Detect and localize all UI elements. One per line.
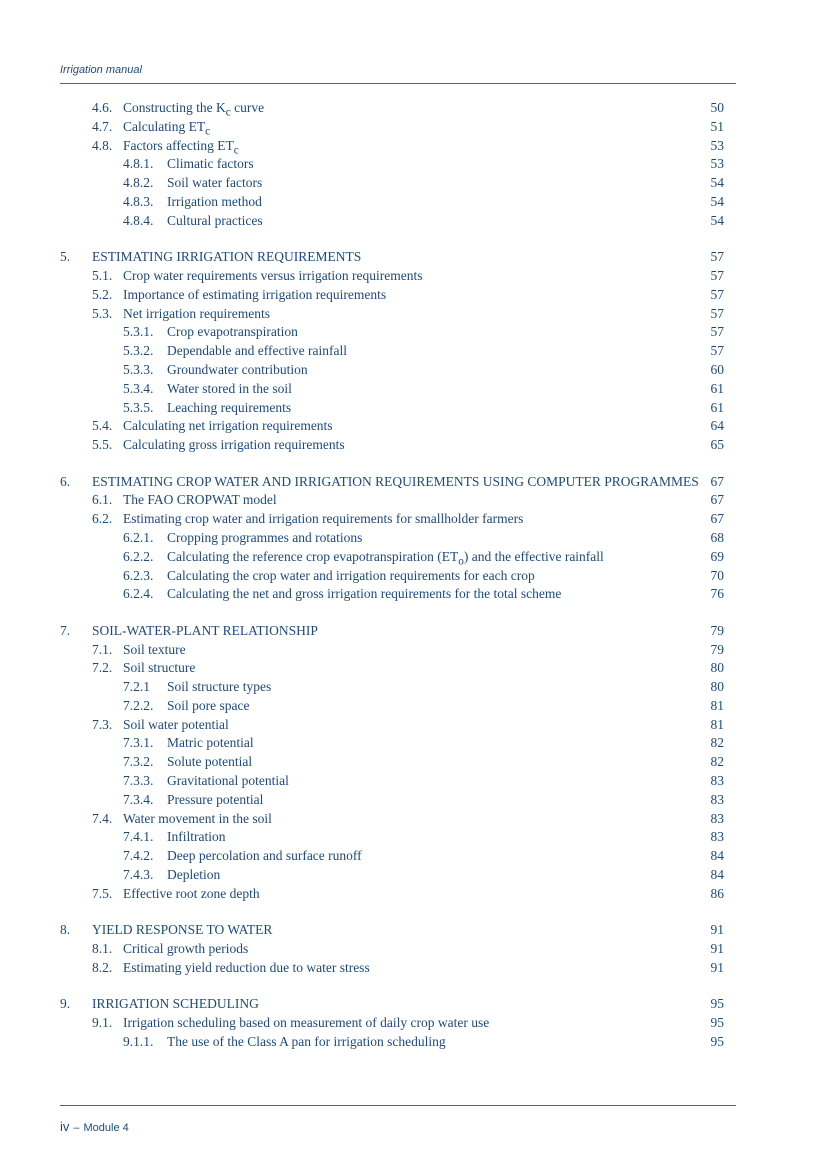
toc-entry-title: [167, 212, 263, 231]
toc-entry-number: 4.8.4.: [123, 212, 154, 228]
toc-entry-page: 86: [710, 885, 724, 901]
toc-entry-title: [167, 1033, 446, 1052]
toc-entry-title: [123, 436, 345, 455]
toc-entry-number: 7.4.2.: [123, 848, 154, 864]
toc-entry-subscript: c: [205, 125, 211, 138]
toc-entry: [60, 622, 724, 641]
toc-entry-subscript: c: [225, 106, 231, 119]
toc-entry: [60, 399, 724, 418]
toc-entry: [60, 697, 724, 716]
toc-entry-page: 67: [710, 473, 724, 489]
toc-entry-title-text: The FAO CROPWAT model: [123, 492, 277, 508]
toc-entry-page: 80: [710, 679, 724, 695]
toc-entry: [60, 1033, 724, 1052]
toc-entry-title: [167, 399, 291, 418]
toc-entry: [60, 248, 724, 267]
toc-entry-title: [123, 417, 333, 436]
toc-entry: [60, 810, 724, 829]
toc-entry-title: [92, 473, 699, 492]
toc-entry-title-text: ESTIMATING CROP WATER AND IRRIGATION REQUIREMENTS USING COMPUTER PROGRAMMES: [92, 473, 699, 489]
toc-entry-title-text: IRRIGATION SCHEDULING: [92, 996, 259, 1012]
toc-entry-number: 7.3.3.: [123, 773, 154, 789]
toc-entry-number: 5.3.3.: [123, 361, 154, 377]
toc-entry-number: 4.8.3.: [123, 193, 154, 209]
toc-entry: [60, 585, 724, 604]
toc-entry-title: [167, 753, 252, 772]
toc-entry-page: 91: [710, 959, 724, 975]
toc-entry-page: 57: [710, 249, 724, 265]
toc-entry: [60, 212, 724, 231]
toc-entry-subscript: c: [233, 144, 239, 157]
toc-entry-page: 57: [710, 343, 724, 359]
toc-entry-title: [167, 193, 262, 212]
toc-entry-page: 79: [710, 641, 724, 657]
toc-entry: [60, 137, 724, 156]
toc-entry-number: 5.3.: [92, 305, 113, 321]
toc-entry-title: [123, 491, 277, 510]
toc-entry-page: 84: [710, 867, 724, 883]
toc-entry-number: 6.2.: [92, 511, 113, 527]
toc-entry-number: 5.1.: [92, 267, 113, 283]
toc-entry-number: 4.6.: [92, 100, 113, 115]
toc-entry: [60, 548, 724, 567]
toc-entry-title-text: Depletion: [167, 867, 221, 883]
toc-entry: [60, 866, 724, 885]
toc-entry: [60, 174, 724, 193]
toc-entry-number: 9.: [60, 996, 71, 1012]
toc-entry-page: 50: [710, 100, 724, 115]
toc-entry-title-text: Importance of estimating irrigation requirements: [123, 286, 387, 302]
toc-entry-number: 8.2.: [92, 959, 113, 975]
toc-entry: [60, 417, 724, 436]
toc-entry-page: 83: [710, 829, 724, 845]
toc-entry: [60, 828, 724, 847]
toc-entry: [60, 155, 724, 174]
toc-entry-number: 4.7.: [92, 118, 113, 134]
toc-entry-title-text: Irrigation method: [167, 193, 262, 209]
toc-entry-number: 5.5.: [92, 437, 113, 453]
toc-entry-page: 61: [710, 380, 724, 396]
toc-entry-title: [167, 361, 308, 380]
toc-entry-title-text: Estimating crop water and irrigation requirements for smallholder farmers: [123, 511, 524, 527]
toc-entry-page: 57: [710, 286, 724, 302]
toc-entry-title-text: YIELD RESPONSE TO WATER: [92, 922, 273, 938]
toc-entry: [60, 716, 724, 735]
toc-entry: [60, 659, 724, 678]
toc-entry: [60, 529, 724, 548]
toc-entry-number: 6.2.4.: [123, 586, 154, 602]
toc-entry-title-text: Soil structure: [123, 660, 196, 676]
toc-entry: [60, 959, 724, 978]
toc-entry-page: 91: [710, 941, 724, 957]
toc-entry-title: [167, 772, 289, 791]
toc-entry: [60, 772, 724, 791]
toc-entry: [60, 885, 724, 904]
toc-entry-page: 61: [710, 399, 724, 415]
toc-entry-title-text: Matric potential: [167, 735, 254, 751]
toc-entry-title: [123, 810, 272, 829]
toc-entry-title-text: Irrigation scheduling based on measurement of daily crop water use: [123, 1015, 490, 1031]
toc-entry: [60, 921, 724, 940]
toc-entry-title: [167, 155, 254, 174]
toc-entry-title: [123, 959, 370, 978]
toc-entry: [60, 791, 724, 810]
toc-entry-title-text: Water movement in the soil: [123, 810, 272, 826]
toc-entry-page: 81: [710, 716, 724, 732]
toc-entry-page: 83: [710, 773, 724, 789]
toc-entry-page: 54: [710, 175, 724, 191]
toc-entry-number: 7.4.1.: [123, 829, 154, 845]
toc-entry-title: [123, 305, 270, 324]
toc-entry-number: 6.2.3.: [123, 567, 154, 583]
toc-entry-title-text: Calculating gross irrigation requirements: [123, 437, 345, 453]
toc-entry: [60, 1014, 724, 1033]
toc-entry-title-text: Soil water potential: [123, 716, 229, 732]
toc-entry-title-text: Calculating the reference crop evapotranspiration (ET: [167, 548, 459, 564]
toc-entry-title: [123, 510, 523, 529]
toc-entry-title-text: Factors affecting ET: [123, 137, 234, 153]
toc-entry-number: 7.4.: [92, 810, 113, 826]
toc-entry-page: 76: [710, 586, 724, 602]
toc-entry-title: [167, 174, 262, 193]
toc-entry-number: 4.8.: [92, 137, 113, 153]
toc-entry-number: 6.2.1.: [123, 529, 154, 545]
toc-entry-title: [123, 940, 248, 959]
toc-entry-page: 57: [710, 324, 724, 340]
toc-entry: [60, 734, 724, 753]
toc-entry-title: [167, 678, 271, 697]
toc-entry-number: 7.1.: [92, 641, 113, 657]
toc-entry-title-text: Leaching requirements: [167, 399, 292, 415]
toc-entry: [60, 753, 724, 772]
toc-entry-number: 8.: [60, 922, 71, 938]
toc-entry-title-text: Soil structure types: [167, 679, 272, 695]
toc-entry: [60, 323, 724, 342]
toc-entry-title-text: Cultural practices: [167, 212, 263, 228]
toc-entry: [60, 361, 724, 380]
toc-entry-page: 53: [710, 137, 724, 153]
toc-entry-title: [123, 267, 423, 286]
toc-entry-title-text: Pressure potential: [167, 791, 264, 807]
toc-entry-title: [167, 791, 263, 810]
toc-entry-page: 83: [710, 791, 724, 807]
toc-entry-number: 8.1.: [92, 941, 113, 957]
toc-entry-title-text: Net irrigation requirements: [123, 305, 270, 321]
toc-entry-title: [167, 828, 225, 847]
toc-entry-page: 80: [710, 660, 724, 676]
toc-entry-page: 60: [710, 361, 724, 377]
toc-entry-number: 7.2.: [92, 660, 113, 676]
toc-entry-title-suffix: ) and the effective rainfall: [463, 548, 604, 564]
toc-entry-title-text: Crop water requirements versus irrigation requirements: [123, 267, 423, 283]
toc-entry-title: [92, 622, 318, 641]
toc-entry-title: [167, 866, 220, 885]
table-of-contents: [60, 99, 724, 1052]
toc-entry-number: 6.1.: [92, 492, 113, 508]
footer-rule: [60, 1105, 736, 1106]
toc-entry: [60, 847, 724, 866]
toc-entry-title-text: Critical growth periods: [123, 941, 249, 957]
toc-entry-title: [123, 659, 195, 678]
toc-entry-number: 9.1.: [92, 1015, 113, 1031]
toc-entry-number: 7.3.: [92, 716, 113, 732]
toc-entry-title-text: Cropping programmes and rotations: [167, 529, 363, 545]
toc-entry-number: 7.4.3.: [123, 867, 154, 883]
toc-entry-title-text: Infiltration: [167, 829, 226, 845]
toc-entry: [60, 995, 724, 1014]
toc-entry-page: 57: [710, 305, 724, 321]
toc-entry-title-text: The use of the Class A pan for irrigation scheduling: [167, 1033, 446, 1049]
footer-module: Module 4: [83, 1122, 129, 1134]
toc-entry-page: 95: [710, 996, 724, 1012]
toc-entry-page: 54: [710, 193, 724, 209]
toc-entry-title-text: Calculating ET: [123, 118, 206, 134]
toc-entry-number: 5.2.: [92, 286, 113, 302]
toc-entry-number: 5.3.4.: [123, 380, 154, 396]
toc-entry-page: 79: [710, 622, 724, 638]
toc-entry-page: 70: [710, 567, 724, 583]
toc-entry-page: 69: [710, 548, 724, 564]
toc-entry-number: 7.2.2.: [123, 697, 154, 713]
toc-entry-title: [167, 585, 561, 604]
toc-entry-title: [92, 921, 272, 940]
toc-entry-title: [167, 529, 362, 548]
toc-entry-page: 95: [710, 1033, 724, 1049]
toc-entry: [60, 940, 724, 959]
toc-entry-number: 6.: [60, 473, 71, 489]
toc-entry-title-text: Soil pore space: [167, 697, 250, 713]
toc-entry-title-text: ESTIMATING IRRIGATION REQUIREMENTS: [92, 249, 362, 265]
toc-entry-page: 91: [710, 922, 724, 938]
toc-entry: [60, 118, 724, 137]
toc-entry-title-text: Soil water factors: [167, 175, 263, 191]
toc-entry-title: [123, 1014, 489, 1033]
toc-entry-title: [167, 380, 292, 399]
toc-entry: [60, 678, 724, 697]
toc-entry: [60, 641, 724, 660]
toc-entry-title-text: Groundwater contribution: [167, 361, 308, 377]
header-rule: [60, 83, 736, 84]
toc-entry: [60, 473, 724, 492]
toc-entry-page: 64: [710, 418, 724, 434]
running-header: Irrigation manual: [60, 64, 142, 76]
toc-entry-number: 4.8.1.: [123, 156, 154, 172]
toc-entry-title-text: Gravitational potential: [167, 773, 289, 789]
toc-entry-page: 95: [710, 1015, 724, 1031]
toc-entry-title: [123, 716, 229, 735]
toc-entry-number: 7.5.: [92, 885, 113, 901]
toc-entry-number: 4.8.2.: [123, 175, 154, 191]
toc-entry-page: 67: [710, 492, 724, 508]
toc-entry-page: 83: [710, 810, 724, 826]
toc-entry: [60, 491, 724, 510]
toc-entry: [60, 286, 724, 305]
toc-entry-page: 57: [710, 267, 724, 283]
toc-entry: [60, 99, 724, 118]
toc-entry-page: 54: [710, 212, 724, 228]
toc-entry-title-text: Water stored in the soil: [167, 380, 292, 396]
toc-entry: [60, 436, 724, 455]
toc-entry-title: [167, 342, 347, 361]
toc-entry-page: 68: [710, 529, 724, 545]
toc-entry-page: 67: [710, 511, 724, 527]
toc-entry-title-text: Effective root zone depth: [123, 885, 260, 901]
footer-page-number: iv: [60, 1119, 70, 1134]
toc-entry: [60, 510, 724, 529]
toc-entry-number: 6.2.2.: [123, 548, 154, 564]
toc-entry: [60, 193, 724, 212]
toc-entry-number: 7.3.4.: [123, 791, 154, 807]
toc-entry-number: 5.4.: [92, 418, 113, 434]
toc-entry-number: 5.3.1.: [123, 324, 154, 340]
toc-entry-page: 51: [710, 118, 724, 134]
toc-entry: [60, 267, 724, 286]
toc-entry-title: [167, 697, 249, 716]
footer-dash: –: [73, 1122, 80, 1134]
toc-entry-title-text: Calculating the net and gross irrigation requirements for the total scheme: [167, 586, 562, 602]
toc-entry-page: 65: [710, 437, 724, 453]
toc-entry-number: 5.: [60, 249, 71, 265]
toc-entry-title: [123, 641, 186, 660]
toc-entry-title: [123, 885, 260, 904]
toc-entry-title-text: Dependable and effective rainfall: [167, 343, 348, 359]
toc-entry-title: [167, 734, 254, 753]
toc-entry-title-text: Constructing the K: [123, 100, 226, 115]
toc-entry-title-suffix: curve: [230, 100, 265, 115]
toc-entry-title: [92, 995, 259, 1014]
toc-entry-title-text: Calculating the crop water and irrigation requirements for each crop: [167, 567, 535, 583]
toc-entry-number: 5.3.5.: [123, 399, 154, 415]
toc-entry-title: [167, 567, 535, 586]
toc-entry-number: 9.1.1.: [123, 1033, 154, 1049]
toc-entry-number: 7.3.1.: [123, 735, 154, 751]
toc-entry: [60, 567, 724, 586]
toc-entry-title-text: Deep percolation and surface runoff: [167, 848, 362, 864]
toc-entry: [60, 380, 724, 399]
toc-entry-title: [167, 847, 362, 866]
toc-entry-page: 81: [710, 697, 724, 713]
toc-entry-page: 82: [710, 754, 724, 770]
toc-entry-title: [167, 323, 298, 342]
toc-entry-page: 84: [710, 848, 724, 864]
toc-entry-title-text: Solute potential: [167, 754, 253, 770]
toc-entry-title-text: Soil texture: [123, 641, 186, 657]
toc-entry-page: 53: [710, 156, 724, 172]
page-footer: [60, 1119, 129, 1134]
toc-entry: [60, 342, 724, 361]
toc-entry-number: 5.3.2.: [123, 343, 154, 359]
toc-entry-number: 7.3.2.: [123, 754, 154, 770]
toc-entry-number: 7.2.1: [123, 679, 150, 695]
toc-entry-title-text: SOIL-WATER-PLANT RELATIONSHIP: [92, 622, 318, 638]
toc-entry-title: [123, 286, 386, 305]
toc-entry-title-text: Estimating yield reduction due to water stress: [123, 959, 370, 975]
toc-entry-page: 82: [710, 735, 724, 751]
toc-entry-title-text: Calculating net irrigation requirements: [123, 418, 333, 434]
toc-entry-title-text: Climatic factors: [167, 156, 254, 172]
toc-entry-subscript: o: [458, 555, 464, 568]
toc-entry-title-text: Crop evapotranspiration: [167, 324, 298, 340]
toc-entry-number: 7.: [60, 622, 71, 638]
toc-entry-title: [92, 248, 361, 267]
toc-entry: [60, 305, 724, 324]
